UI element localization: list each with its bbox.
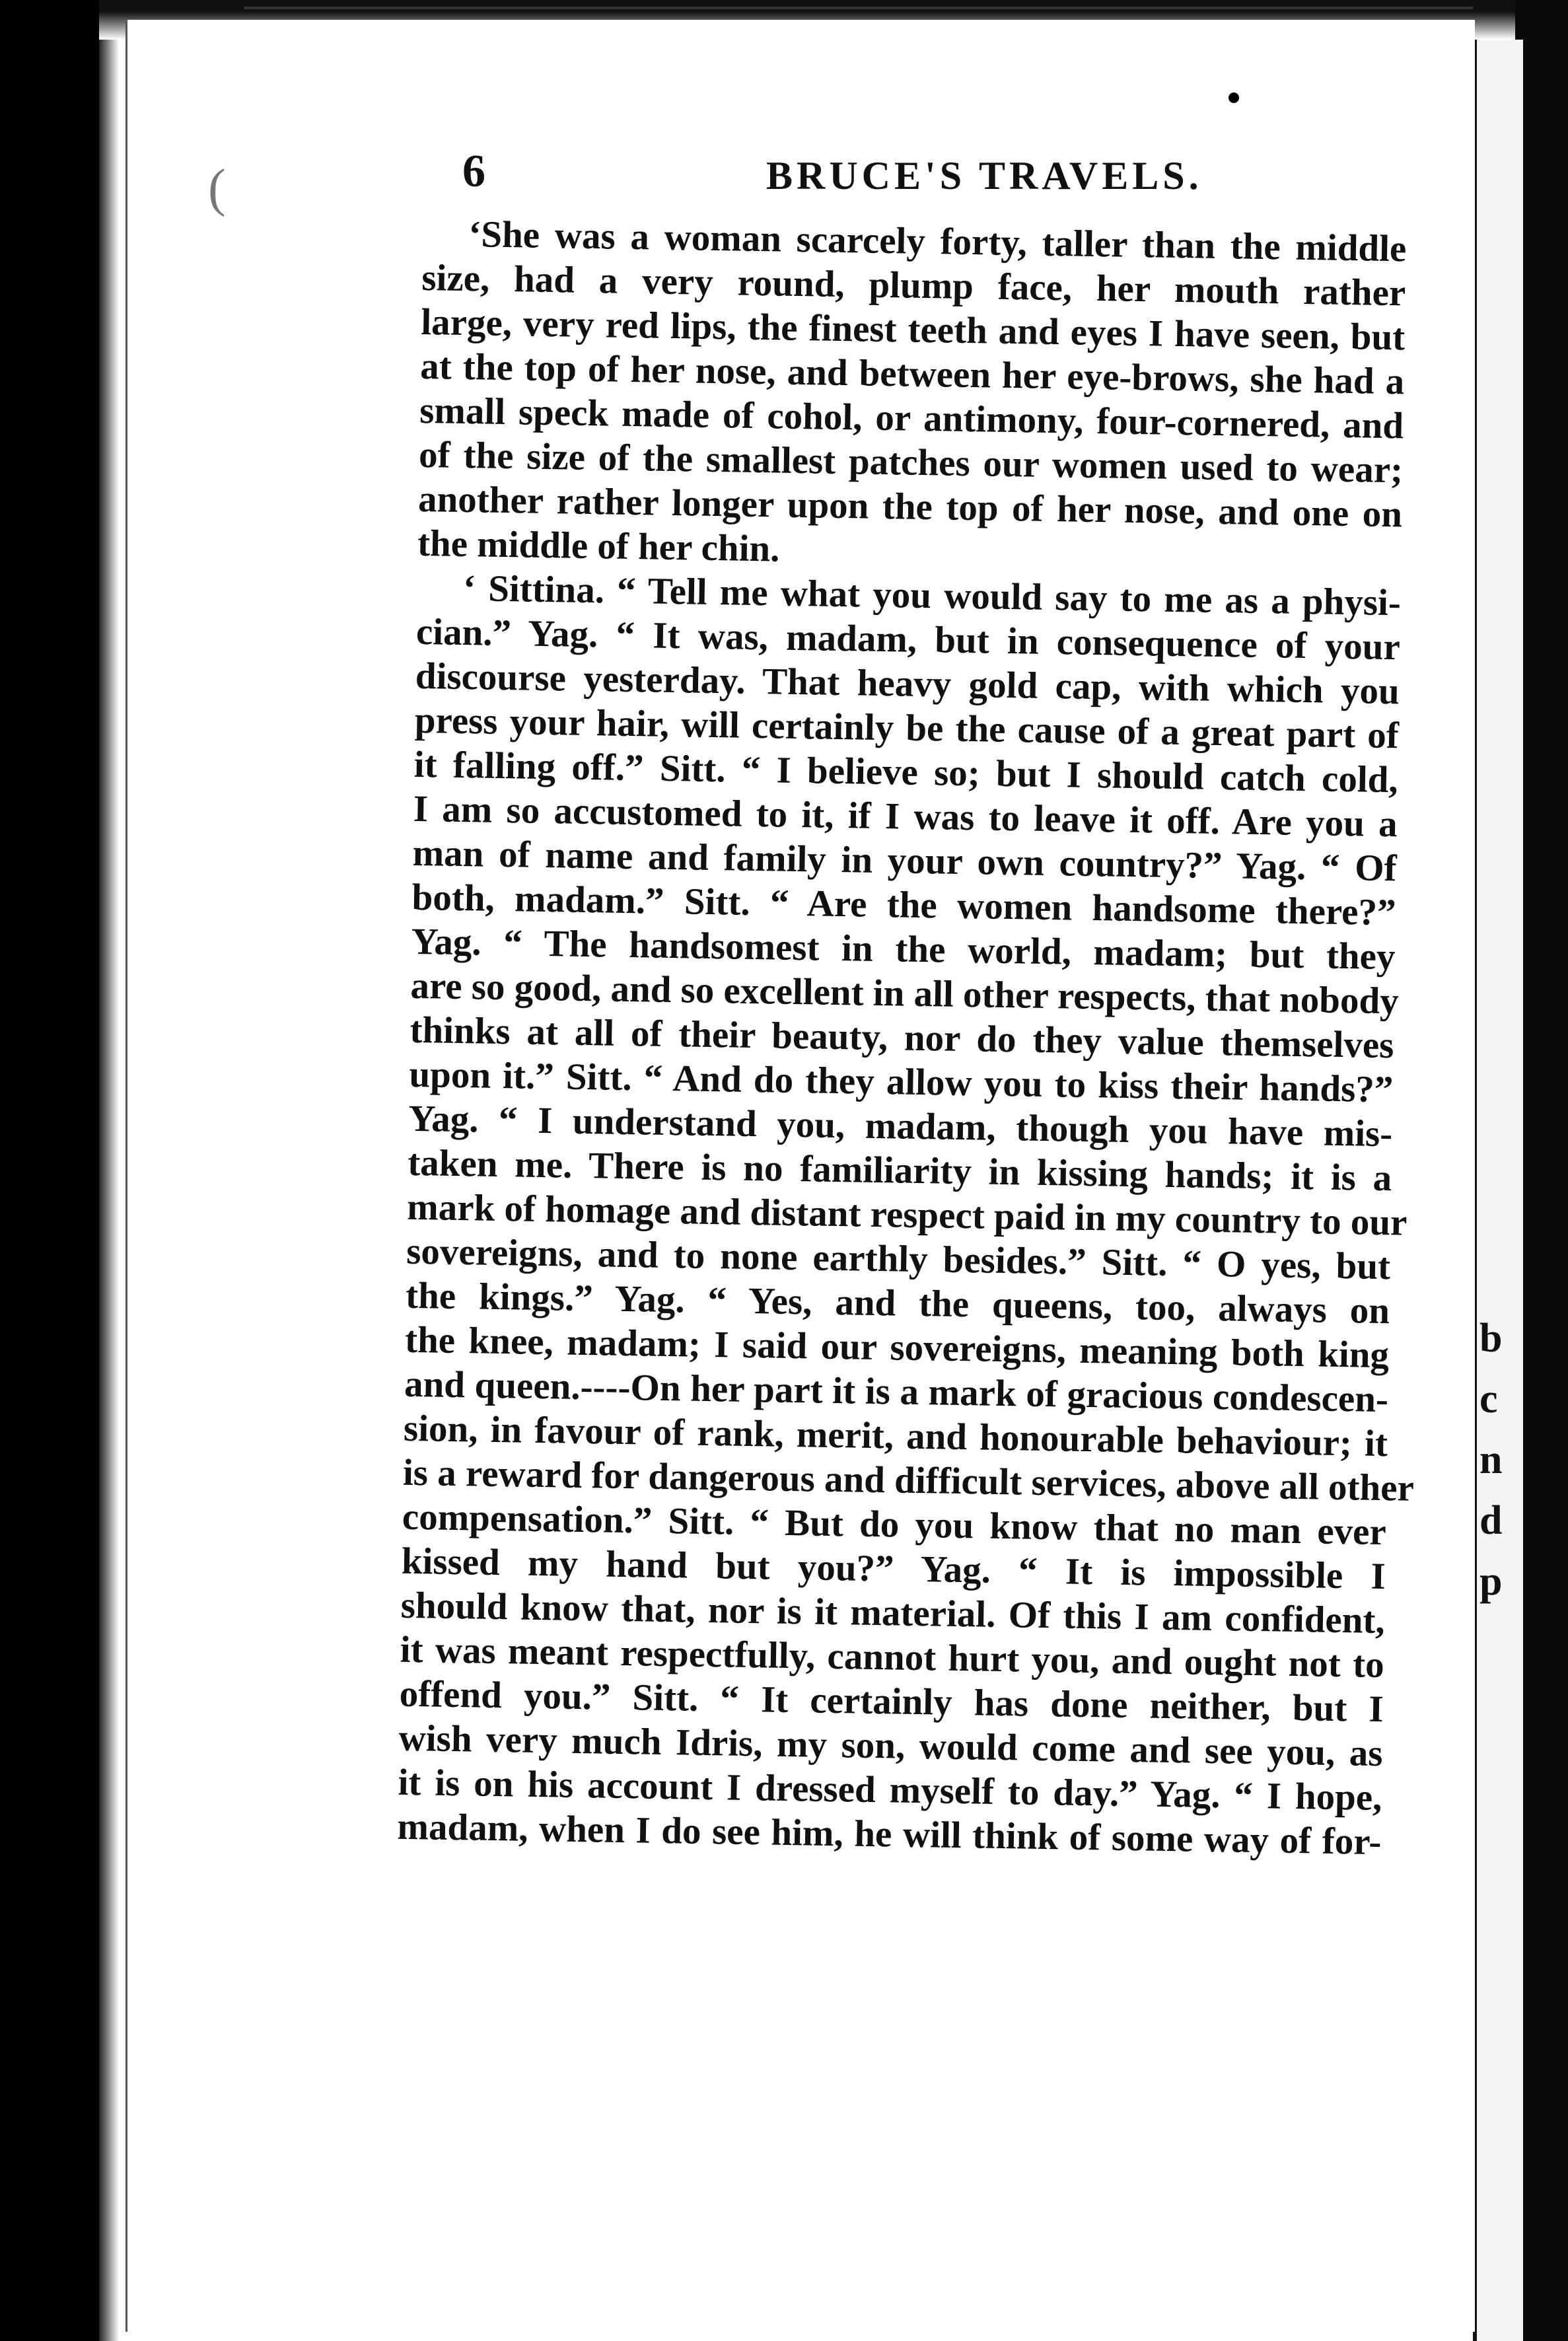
text-line: another rather longer upon the top of her nose, and one on — [417, 478, 1403, 536]
text-line: at the top of her nose, and between her eye-brows, she had a — [419, 345, 1405, 403]
running-title: BRUCE'S TRAVELS. — [766, 154, 1203, 198]
page-curl-mark: ( — [208, 159, 226, 217]
text-line: madam, when I do see him, he will think of some way of for- — [397, 1805, 1382, 1863]
text-line: press your hair, will certainly be the cause of a great part of — [414, 699, 1400, 757]
text-line: mark of homage and distant respect paid in my country to our — [406, 1186, 1408, 1244]
page-header — [462, 145, 1222, 205]
text-line: is a reward for dangerous and difficult services, above all other — [402, 1451, 1415, 1509]
ink-dot — [1229, 92, 1239, 103]
text-line: size, had a very round, plump face, her mouth rather — [421, 256, 1406, 314]
page-number: 6 — [462, 146, 485, 197]
text-line: ‘She was a woman scarcely forty, taller than the middle — [468, 213, 1407, 270]
scan-right-border — [1515, 0, 1568, 2341]
text-line: of the size of the smallest patches our women used to wear; — [418, 433, 1404, 491]
text-line: I am so accustomed to it, if I was to leave it off. Are you a — [413, 787, 1398, 846]
text-line: it is on his account I dressed myself to day.” Yag. “ I hope, — [398, 1761, 1382, 1819]
underlying-page-edge — [1473, 40, 1523, 2341]
text-line: both, madam.” Sitt. “ Are the women handsome there?” — [411, 876, 1396, 934]
text-line: the knee, madam; I said our sovereigns, meaning both king — [404, 1318, 1390, 1377]
text-line: ‘ Sittina. “ Tell me what you would say to me as a physi- — [462, 567, 1402, 624]
text-line: it falling off.” Sitt. “ I believe so; but I should catch cold, — [413, 743, 1399, 801]
underlying-letter: b — [1479, 1316, 1503, 1361]
text-line: the kings.” Yag. “ Yes, and the queens, too, always on — [405, 1274, 1390, 1332]
body-text — [397, 211, 1415, 1864]
text-line: upon it.” Sitt. “ And do they allow you to kiss their hands?” — [408, 1053, 1394, 1111]
text-line: offend you.” Sitt. “ It certainly has done neither, but I — [399, 1673, 1384, 1731]
underlying-letter: p — [1479, 1559, 1503, 1604]
text-line: sion, in favour of rank, merit, and honourable behaviour; it — [403, 1407, 1388, 1465]
text-line: man of name and family in your own country?” Yag. “ Of — [412, 832, 1398, 890]
text-line: Yag. “ The handsomest in the world, madam; but they — [411, 920, 1396, 978]
text-line: taken me. There is no familiarity in kissing hands; it is a — [407, 1141, 1392, 1200]
text-line: large, very red lips, the finest teeth and eyes I have seen, but — [420, 301, 1406, 359]
text-line: small speck made of cohol, or antimony, four-cornered, and — [419, 389, 1404, 447]
text-line: thinks at all of their beauty, nor do they value themselves — [410, 1009, 1394, 1067]
text-line: and queen.----On her part it is a mark of gracious condescen- — [404, 1363, 1389, 1421]
scan-left-border — [0, 0, 99, 2341]
text-line: the middle of her chin. — [417, 522, 780, 570]
underlying-letter: c — [1479, 1377, 1498, 1422]
underlying-letter: d — [1479, 1498, 1503, 1543]
text-line: cian.” Yag. “ It was, madam, but in consequence of your — [415, 610, 1401, 668]
text-line: it was meant respectfully, cannot hurt you, and ought not to — [400, 1628, 1385, 1686]
text-line: wish very much Idris, my son, would come and see you, as — [398, 1717, 1384, 1775]
text-line: should know that, nor is it material. Of this I am confident, — [400, 1584, 1386, 1642]
scan-left-shadow — [99, 0, 119, 2341]
text-line: are so good, and so excellent in all other respects, that nobody — [410, 964, 1400, 1023]
text-line: kissed my hand but you?” Yag. “ It is impossible I — [401, 1540, 1386, 1598]
text-line: discourse yesterday. That heavy gold cap, with which you — [415, 655, 1400, 713]
underlying-letter: n — [1479, 1437, 1503, 1482]
text-line: compensation.” Sitt. “ But do you know that no man ever — [402, 1495, 1387, 1554]
page-top-rule — [244, 7, 1473, 9]
underlying-page-letters — [1479, 1308, 1519, 1612]
text-line: sovereigns, and to none earthly besides.” Sitt. “ O yes, but — [406, 1230, 1391, 1288]
text-line: Yag. “ I understand you, madam, though you have mis- — [408, 1097, 1393, 1155]
